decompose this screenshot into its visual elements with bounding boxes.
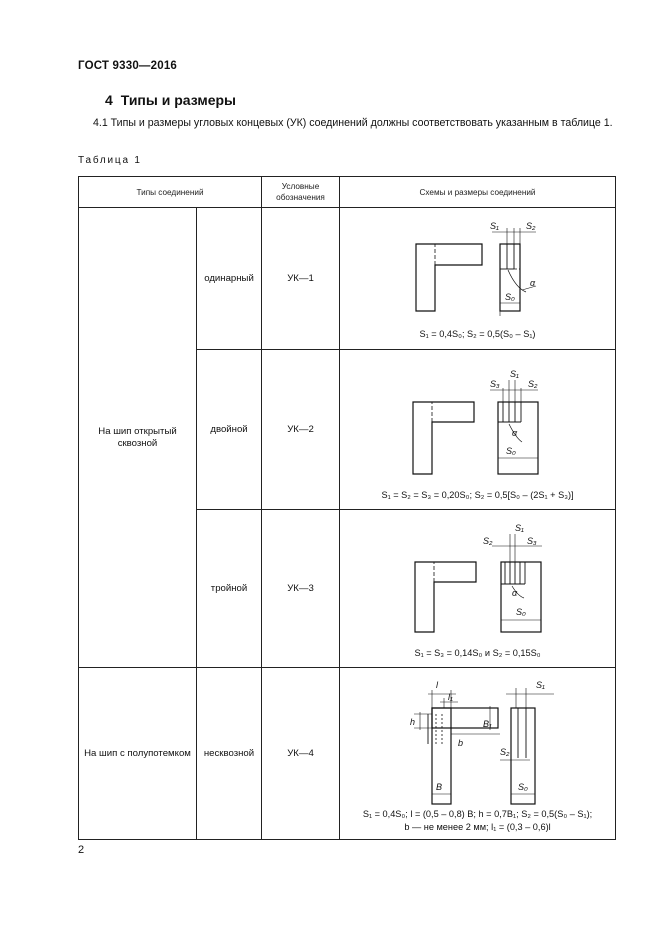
table-header-row [79, 177, 616, 208]
formula-uk4-line2: b — не менее 2 мм; l₁ = (0,3 – 0,6)l [404, 822, 551, 832]
label-s2: S₂ [526, 221, 536, 231]
formula-uk3: S₁ = S₃ = 0,14S₀ и S₂ = 0,15S₀ [414, 648, 541, 658]
table-row [79, 668, 616, 840]
formula-uk1: S₁ = 0,4S₀; S₂ = 0,5(S₀ – S₁) [419, 329, 536, 339]
code-cell: УК—1 [262, 208, 340, 350]
label-s1: S₁ [490, 221, 499, 231]
label-alpha: α [512, 588, 518, 598]
scheme-cell-uk1 [340, 208, 616, 350]
label-l1: l₁ [448, 692, 453, 702]
label-b1: B₁ [483, 719, 492, 729]
label-s0: S₀ [518, 782, 528, 792]
formula-uk4-line1: S₁ = 0,4S₀; l = (0,5 – 0,8) B; h = 0,7B₁; S₂ = 0,5(S₀ – S₁); [362, 809, 593, 819]
label-s0: S₀ [506, 446, 516, 456]
label-s3: S₃ [527, 536, 537, 546]
scheme-cell-uk4 [340, 668, 616, 840]
subtype-cell: одинарный [197, 208, 262, 350]
label-s1: S₁ [510, 369, 519, 379]
table-caption: Таблица 1 [78, 155, 142, 166]
label-s2: S₂ [528, 379, 538, 389]
label-alpha: α [530, 278, 536, 288]
header-codes: Условные обозначения [262, 177, 340, 208]
label-h: h [410, 717, 416, 727]
section-number: 4 [105, 92, 113, 108]
subtype-cell: тройной [197, 510, 262, 668]
formula-uk2: S₁ = S₂ = S₃ = 0,20S₀; S₂ = 0,5[S₀ – (2S₁ + S₃)] [381, 490, 574, 500]
label-s2: S₂ [483, 536, 493, 546]
header-types: Типы соединений [79, 177, 262, 208]
joint-types-table [78, 176, 616, 840]
group-blind: На шип с полупотемком [79, 668, 197, 840]
label-b-big: B [436, 782, 443, 792]
label-s2: S₂ [500, 747, 510, 757]
label-s1: S₁ [515, 523, 524, 533]
code-cell: УК—3 [262, 510, 340, 668]
label-s0: S₀ [505, 292, 515, 302]
document-code: ГОСТ 9330—2016 [78, 60, 178, 72]
uk2-diagram [340, 350, 616, 509]
group-open-through: На шип открытый сквозной [79, 208, 197, 668]
section-title-text: Типы и размеры [120, 92, 236, 108]
subtype-cell: несквозной [197, 668, 262, 840]
uk3-diagram [340, 510, 616, 667]
label-b-small: b [458, 738, 464, 748]
page-number: 2 [78, 844, 85, 856]
header-schemes: Схемы и размеры соединений [340, 177, 616, 208]
label-s3: S₃ [490, 379, 500, 389]
table-row [79, 208, 616, 350]
code-cell: УК—4 [262, 668, 340, 840]
label-s0: S₀ [516, 607, 526, 617]
intro-paragraph: 4.1 Типы и размеры угловых концевых (УК) соединений должны соответствовать указанным в таблице 1. [93, 117, 613, 129]
label-l: l [436, 680, 439, 690]
code-cell: УК—2 [262, 350, 340, 510]
label-s1: S₁ [536, 680, 545, 690]
subtype-cell: двойной [197, 350, 262, 510]
scheme-cell-uk2 [340, 350, 616, 510]
label-alpha: α [512, 428, 518, 438]
scheme-cell-uk3 [340, 510, 616, 668]
section-title [105, 92, 236, 108]
